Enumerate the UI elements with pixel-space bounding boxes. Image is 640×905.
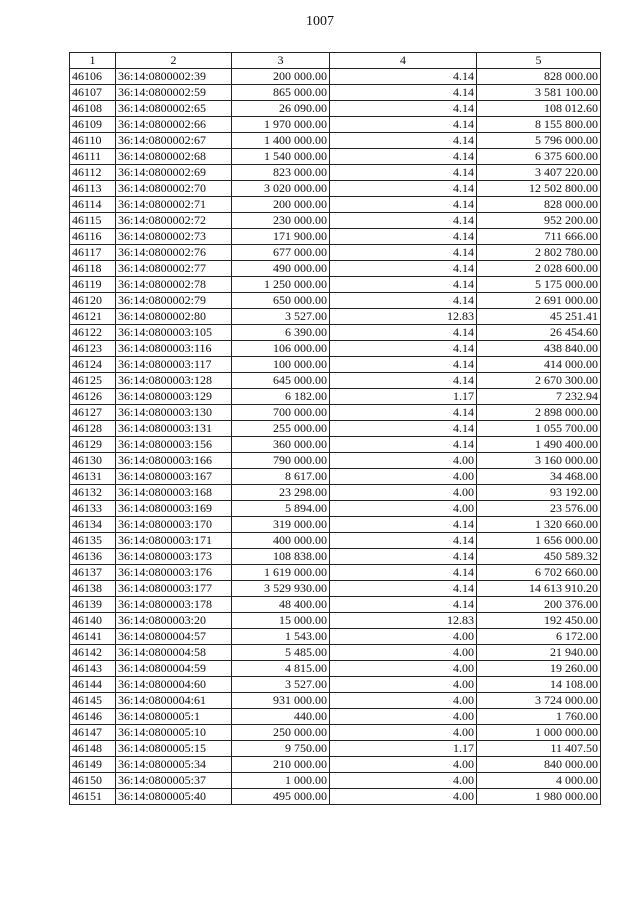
rate-cell: 4.00: [330, 693, 477, 709]
table-row: [70, 613, 601, 629]
row-number-cell: 46132: [70, 485, 116, 501]
cadastral-number-cell: 36:14:0800002:80: [116, 309, 232, 325]
rate-cell: 4.14: [330, 229, 477, 245]
rate-cell: 4.14: [330, 549, 477, 565]
area-cell: 3 020 000.00: [232, 181, 330, 197]
cadastral-number-cell: 36:14:0800002:65: [116, 101, 232, 117]
value-cell: 14 613 910.20: [477, 581, 601, 597]
table-row: [70, 693, 601, 709]
row-number-cell: 46115: [70, 213, 116, 229]
row-number-cell: 46147: [70, 725, 116, 741]
row-number-cell: 46150: [70, 773, 116, 789]
cadastral-number-cell: 36:14:0800002:70: [116, 181, 232, 197]
cadastral-number-cell: 36:14:0800003:116: [116, 341, 232, 357]
cadastral-number-cell: 36:14:0800003:166: [116, 453, 232, 469]
value-cell: 12 502 800.00: [477, 181, 601, 197]
table-row: [70, 453, 601, 469]
row-number-cell: 46113: [70, 181, 116, 197]
value-cell: 5 175 000.00: [477, 277, 601, 293]
value-cell: 2 802 780.00: [477, 245, 601, 261]
table-row: [70, 677, 601, 693]
cadastral-number-cell: 36:14:0800002:77: [116, 261, 232, 277]
column-header-5: 5: [477, 53, 601, 69]
table-row: [70, 165, 601, 181]
value-cell: 840 000.00: [477, 757, 601, 773]
cadastral-number-cell: 36:14:0800002:69: [116, 165, 232, 181]
area-cell: 3 527.00: [232, 309, 330, 325]
value-cell: 23 576.00: [477, 501, 601, 517]
value-cell: 828 000.00: [477, 197, 601, 213]
value-cell: 450 589.32: [477, 549, 601, 565]
cadastral-number-cell: 36:14:0800003:173: [116, 549, 232, 565]
table-row: [70, 421, 601, 437]
value-cell: 3 581 100.00: [477, 85, 601, 101]
value-cell: 952 200.00: [477, 213, 601, 229]
rate-cell: 4.14: [330, 277, 477, 293]
rate-cell: 4.00: [330, 453, 477, 469]
area-cell: 1 250 000.00: [232, 277, 330, 293]
cadastral-number-cell: 36:14:0800002:78: [116, 277, 232, 293]
area-cell: 1 400 000.00: [232, 133, 330, 149]
table-row: [70, 389, 601, 405]
table-row: [70, 149, 601, 165]
rate-cell: 4.00: [330, 485, 477, 501]
row-number-cell: 46145: [70, 693, 116, 709]
value-cell: 1 490 400.00: [477, 437, 601, 453]
cadastral-number-cell: 36:14:0800003:169: [116, 501, 232, 517]
row-number-cell: 46117: [70, 245, 116, 261]
cadastral-number-cell: 36:14:0800002:76: [116, 245, 232, 261]
area-cell: 171 900.00: [232, 229, 330, 245]
table-row: [70, 629, 601, 645]
cadastral-number-cell: 36:14:0800002:39: [116, 69, 232, 85]
row-number-cell: 46124: [70, 357, 116, 373]
rate-cell: 4.14: [330, 85, 477, 101]
value-cell: 7 232.94: [477, 389, 601, 405]
value-cell: 14 108.00: [477, 677, 601, 693]
row-number-cell: 46123: [70, 341, 116, 357]
table-row: [70, 261, 601, 277]
value-cell: 1 760.00: [477, 709, 601, 725]
table-row: [70, 117, 601, 133]
table-header-row: [70, 53, 601, 69]
cadastral-number-cell: 36:14:0800002:59: [116, 85, 232, 101]
area-cell: 495 000.00: [232, 789, 330, 805]
rate-cell: 4.14: [330, 341, 477, 357]
rate-cell: 4.14: [330, 245, 477, 261]
area-cell: 106 000.00: [232, 341, 330, 357]
rate-cell: 4.14: [330, 165, 477, 181]
cadastral-number-cell: 36:14:0800003:177: [116, 581, 232, 597]
area-cell: 360 000.00: [232, 437, 330, 453]
rate-cell: 4.14: [330, 117, 477, 133]
area-cell: 700 000.00: [232, 405, 330, 421]
area-cell: 1 540 000.00: [232, 149, 330, 165]
area-cell: 865 000.00: [232, 85, 330, 101]
cadastral-number-cell: 36:14:0800004:58: [116, 645, 232, 661]
row-number-cell: 46118: [70, 261, 116, 277]
row-number-cell: 46127: [70, 405, 116, 421]
value-cell: 93 192.00: [477, 485, 601, 501]
rate-cell: 4.00: [330, 677, 477, 693]
area-cell: 108 838.00: [232, 549, 330, 565]
row-number-cell: 46112: [70, 165, 116, 181]
cadastral-number-cell: 36:14:0800003:129: [116, 389, 232, 405]
cadastral-number-cell: 36:14:0800004:59: [116, 661, 232, 677]
rate-cell: 4.00: [330, 645, 477, 661]
value-cell: 1 000 000.00: [477, 725, 601, 741]
row-number-cell: 46126: [70, 389, 116, 405]
value-cell: 1 055 700.00: [477, 421, 601, 437]
table-row: [70, 469, 601, 485]
table-row: [70, 725, 601, 741]
value-cell: 200 376.00: [477, 597, 601, 613]
row-number-cell: 46125: [70, 373, 116, 389]
rate-cell: 4.14: [330, 533, 477, 549]
area-cell: 230 000.00: [232, 213, 330, 229]
rate-cell: 4.00: [330, 709, 477, 725]
value-cell: 2 898 000.00: [477, 405, 601, 421]
value-cell: 11 407.50: [477, 741, 601, 757]
value-cell: 4 000.00: [477, 773, 601, 789]
value-cell: 3 724 000.00: [477, 693, 601, 709]
area-cell: 5 894.00: [232, 501, 330, 517]
cadastral-number-cell: 36:14:0800004:60: [116, 677, 232, 693]
area-cell: 319 000.00: [232, 517, 330, 533]
table-row: [70, 101, 601, 117]
row-number-cell: 46143: [70, 661, 116, 677]
cadastral-number-cell: 36:14:0800002:67: [116, 133, 232, 149]
value-cell: 19 260.00: [477, 661, 601, 677]
cadastral-number-cell: 36:14:0800002:68: [116, 149, 232, 165]
rate-cell: 4.14: [330, 101, 477, 117]
cadastral-number-cell: 36:14:0800003:168: [116, 485, 232, 501]
value-cell: 438 840.00: [477, 341, 601, 357]
cadastral-number-cell: 36:14:0800003:117: [116, 357, 232, 373]
value-cell: 1 980 000.00: [477, 789, 601, 805]
row-number-cell: 46114: [70, 197, 116, 213]
rate-cell: 4.14: [330, 373, 477, 389]
page-number: 1007: [306, 14, 334, 29]
area-cell: 677 000.00: [232, 245, 330, 261]
rate-cell: 4.14: [330, 581, 477, 597]
table-row: [70, 581, 601, 597]
area-cell: 200 000.00: [232, 69, 330, 85]
row-number-cell: 46128: [70, 421, 116, 437]
value-cell: 6 702 660.00: [477, 565, 601, 581]
row-number-cell: 46109: [70, 117, 116, 133]
table-row: [70, 709, 601, 725]
table-row: [70, 565, 601, 581]
value-cell: 1 320 660.00: [477, 517, 601, 533]
rate-cell: 4.00: [330, 501, 477, 517]
rate-cell: 4.00: [330, 773, 477, 789]
row-number-cell: 46139: [70, 597, 116, 613]
rate-cell: 4.14: [330, 437, 477, 453]
table-row: [70, 549, 601, 565]
area-cell: 490 000.00: [232, 261, 330, 277]
area-cell: 8 617.00: [232, 469, 330, 485]
table-row: [70, 357, 601, 373]
value-cell: 6 172.00: [477, 629, 601, 645]
row-number-cell: 46129: [70, 437, 116, 453]
area-cell: 210 000.00: [232, 757, 330, 773]
cadastral-number-cell: 36:14:0800002:66: [116, 117, 232, 133]
row-number-cell: 46130: [70, 453, 116, 469]
area-cell: 4 815.00: [232, 661, 330, 677]
table-row: [70, 533, 601, 549]
cadastral-number-cell: 36:14:0800002:72: [116, 213, 232, 229]
cadastral-number-cell: 36:14:0800002:79: [116, 293, 232, 309]
cadastral-number-cell: 36:14:0800002:71: [116, 197, 232, 213]
table-row: [70, 309, 601, 325]
row-number-cell: 46149: [70, 757, 116, 773]
table-row: [70, 661, 601, 677]
area-cell: 6 182.00: [232, 389, 330, 405]
row-number-cell: 46116: [70, 229, 116, 245]
cadastral-number-cell: 36:14:0800005:15: [116, 741, 232, 757]
area-cell: 3 529 930.00: [232, 581, 330, 597]
table-row: [70, 197, 601, 213]
table-row: [70, 741, 601, 757]
rate-cell: 4.14: [330, 517, 477, 533]
table-row: [70, 789, 601, 805]
rate-cell: 1.17: [330, 741, 477, 757]
rate-cell: 4.00: [330, 757, 477, 773]
rate-cell: 4.14: [330, 133, 477, 149]
cadastral-number-cell: 36:14:0800003:105: [116, 325, 232, 341]
row-number-cell: 46138: [70, 581, 116, 597]
rate-cell: 4.14: [330, 149, 477, 165]
rate-cell: 4.00: [330, 789, 477, 805]
value-cell: 3 407 220.00: [477, 165, 601, 181]
row-number-cell: 46148: [70, 741, 116, 757]
cadastral-number-cell: 36:14:0800003:20: [116, 613, 232, 629]
cadastral-number-cell: 36:14:0800005:37: [116, 773, 232, 789]
value-cell: 26 454.60: [477, 325, 601, 341]
value-cell: 21 940.00: [477, 645, 601, 661]
row-number-cell: 46151: [70, 789, 116, 805]
row-number-cell: 46119: [70, 277, 116, 293]
column-header-1: 1: [70, 53, 116, 69]
row-number-cell: 46122: [70, 325, 116, 341]
table-row: [70, 181, 601, 197]
area-cell: 440.00: [232, 709, 330, 725]
rate-cell: 4.14: [330, 261, 477, 277]
table-row: [70, 597, 601, 613]
table-row: [70, 325, 601, 341]
rate-cell: 4.00: [330, 725, 477, 741]
cadastral-number-cell: 36:14:0800002:73: [116, 229, 232, 245]
row-number-cell: 46135: [70, 533, 116, 549]
rate-cell: 4.14: [330, 357, 477, 373]
area-cell: 1 970 000.00: [232, 117, 330, 133]
area-cell: 1 000.00: [232, 773, 330, 789]
row-number-cell: 46110: [70, 133, 116, 149]
cadastral-number-cell: 36:14:0800003:131: [116, 421, 232, 437]
area-cell: 400 000.00: [232, 533, 330, 549]
row-number-cell: 46146: [70, 709, 116, 725]
value-cell: 34 468.00: [477, 469, 601, 485]
area-cell: 255 000.00: [232, 421, 330, 437]
value-cell: 192 450.00: [477, 613, 601, 629]
row-number-cell: 46141: [70, 629, 116, 645]
area-cell: 1 619 000.00: [232, 565, 330, 581]
table-row: [70, 69, 601, 85]
rate-cell: 4.14: [330, 69, 477, 85]
value-cell: 414 000.00: [477, 357, 601, 373]
cadastral-number-cell: 36:14:0800005:10: [116, 725, 232, 741]
area-cell: 823 000.00: [232, 165, 330, 181]
rate-cell: 4.14: [330, 293, 477, 309]
table-row: [70, 517, 601, 533]
row-number-cell: 46137: [70, 565, 116, 581]
area-cell: 790 000.00: [232, 453, 330, 469]
table-row: [70, 405, 601, 421]
cadastral-number-cell: 36:14:0800003:170: [116, 517, 232, 533]
rate-cell: 1.17: [330, 389, 477, 405]
area-cell: 3 527.00: [232, 677, 330, 693]
cadastral-number-cell: 36:14:0800004:61: [116, 693, 232, 709]
table-row: [70, 501, 601, 517]
table-row: [70, 229, 601, 245]
table-row: [70, 341, 601, 357]
area-cell: 1 543.00: [232, 629, 330, 645]
cadastral-number-cell: 36:14:0800005:1: [116, 709, 232, 725]
rate-cell: 4.14: [330, 597, 477, 613]
table-row: [70, 437, 601, 453]
area-cell: 650 000.00: [232, 293, 330, 309]
rate-cell: 4.14: [330, 181, 477, 197]
row-number-cell: 46131: [70, 469, 116, 485]
cadastral-number-cell: 36:14:0800003:128: [116, 373, 232, 389]
rate-cell: 4.14: [330, 405, 477, 421]
value-cell: 5 796 000.00: [477, 133, 601, 149]
area-cell: 15 000.00: [232, 613, 330, 629]
column-header-3: 3: [232, 53, 330, 69]
cadastral-number-cell: 36:14:0800003:171: [116, 533, 232, 549]
value-cell: 2 670 300.00: [477, 373, 601, 389]
value-cell: 2 691 000.00: [477, 293, 601, 309]
table-row: [70, 773, 601, 789]
value-cell: 45 251.41: [477, 309, 601, 325]
area-cell: 26 090.00: [232, 101, 330, 117]
value-cell: 8 155 800.00: [477, 117, 601, 133]
value-cell: 828 000.00: [477, 69, 601, 85]
cadastral-number-cell: 36:14:0800005:34: [116, 757, 232, 773]
row-number-cell: 46136: [70, 549, 116, 565]
value-cell: 3 160 000.00: [477, 453, 601, 469]
rate-cell: 4.00: [330, 469, 477, 485]
rate-cell: 4.14: [330, 213, 477, 229]
table-row: [70, 645, 601, 661]
row-number-cell: 46121: [70, 309, 116, 325]
area-cell: 23 298.00: [232, 485, 330, 501]
rate-cell: 4.14: [330, 565, 477, 581]
row-number-cell: 46107: [70, 85, 116, 101]
area-cell: 9 750.00: [232, 741, 330, 757]
value-cell: 1 656 000.00: [477, 533, 601, 549]
rate-cell: 12.83: [330, 309, 477, 325]
value-cell: 108 012.60: [477, 101, 601, 117]
area-cell: 645 000.00: [232, 373, 330, 389]
rate-cell: 4.00: [330, 629, 477, 645]
table-body: [70, 69, 601, 805]
row-number-cell: 46134: [70, 517, 116, 533]
cadastral-number-cell: 36:14:0800003:178: [116, 597, 232, 613]
column-header-2: 2: [116, 53, 232, 69]
cadastral-number-cell: 36:14:0800003:176: [116, 565, 232, 581]
rate-cell: 4.14: [330, 325, 477, 341]
table-row: [70, 373, 601, 389]
cadastral-number-cell: 36:14:0800005:40: [116, 789, 232, 805]
area-cell: 6 390.00: [232, 325, 330, 341]
row-number-cell: 46133: [70, 501, 116, 517]
rate-cell: 4.14: [330, 197, 477, 213]
cadastral-number-cell: 36:14:0800003:156: [116, 437, 232, 453]
area-cell: 48 400.00: [232, 597, 330, 613]
value-cell: 711 666.00: [477, 229, 601, 245]
area-cell: 931 000.00: [232, 693, 330, 709]
row-number-cell: 46120: [70, 293, 116, 309]
table-row: [70, 85, 601, 101]
table-row: [70, 485, 601, 501]
row-number-cell: 46144: [70, 677, 116, 693]
area-cell: 100 000.00: [232, 357, 330, 373]
area-cell: 200 000.00: [232, 197, 330, 213]
table-row: [70, 133, 601, 149]
value-cell: 2 028 600.00: [477, 261, 601, 277]
table-row: [70, 757, 601, 773]
rate-cell: 4.14: [330, 421, 477, 437]
cadastral-number-cell: 36:14:0800003:130: [116, 405, 232, 421]
cadastral-value-table: [69, 52, 601, 805]
area-cell: 250 000.00: [232, 725, 330, 741]
table-row: [70, 293, 601, 309]
value-cell: 6 375 600.00: [477, 149, 601, 165]
table-row: [70, 245, 601, 261]
cadastral-number-cell: 36:14:0800004:57: [116, 629, 232, 645]
table-row: [70, 213, 601, 229]
row-number-cell: 46142: [70, 645, 116, 661]
cadastral-number-cell: 36:14:0800003:167: [116, 469, 232, 485]
row-number-cell: 46111: [70, 149, 116, 165]
rate-cell: 12.83: [330, 613, 477, 629]
row-number-cell: 46106: [70, 69, 116, 85]
table-row: [70, 277, 601, 293]
rate-cell: 4.00: [330, 661, 477, 677]
row-number-cell: 46108: [70, 101, 116, 117]
column-header-4: 4: [330, 53, 477, 69]
row-number-cell: 46140: [70, 613, 116, 629]
area-cell: 5 485.00: [232, 645, 330, 661]
